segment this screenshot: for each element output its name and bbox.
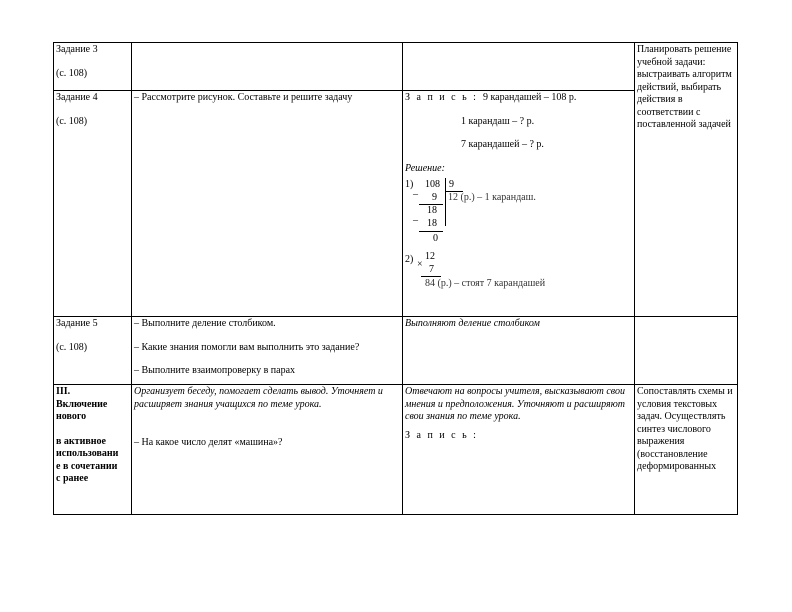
cell-stage-3-uud [635, 385, 738, 515]
task-4-title: Задание 4 [56, 92, 98, 103]
cell-task-4-students [403, 91, 635, 317]
quotient-text: 12 (р.) – 1 карандаш. [448, 192, 536, 203]
stage-line-6: использовани [56, 448, 119, 459]
stage-line-8: с ранее [56, 473, 89, 484]
long-division-calculation [405, 175, 632, 307]
cell-uud-planning [635, 43, 738, 317]
cell-task-5 [54, 317, 132, 385]
teacher-question: – На какое число делят «машина»? [134, 437, 283, 448]
task-3-page: (с. 108) [56, 67, 88, 79]
record-line-1: 9 карандашей – 108 р. [482, 92, 577, 103]
minus-sign-1: – [413, 189, 418, 200]
stage-line-2: Включение [56, 398, 108, 410]
uud-planning-text: Планировать решение учебной задачи: выстраивать алгоритм действий, выбирать действия в соответствии с поставленной задачей [637, 44, 732, 130]
stage-line-3: нового [56, 411, 87, 422]
task-5-student-action: Выполняют деление столбиком [405, 318, 540, 329]
stage-line-1: III. [56, 386, 71, 397]
cell-task-3-teacher [132, 43, 403, 91]
cell-stage-3-teacher [132, 385, 403, 515]
row-task-5 [54, 317, 738, 385]
multiply-sign: × [417, 259, 423, 270]
stage-line-7: е в сочетании [56, 460, 118, 472]
lesson-table [53, 42, 738, 515]
cell-task-4 [54, 91, 132, 317]
remainder-1: 18 [427, 205, 437, 216]
cell-task-5-students [403, 317, 635, 385]
task-4-page: (с. 108) [56, 115, 88, 127]
factor-1: 12 [425, 251, 435, 262]
students-record-label: З а п и с ь : [405, 429, 478, 441]
dividend: 108 [425, 179, 440, 190]
step-1-number: 1) [405, 179, 414, 190]
record-line-2: 1 карандаш – ? р. [461, 115, 535, 127]
division-vertical-line [445, 178, 446, 226]
cell-task-5-uud [635, 317, 738, 385]
cell-stage-3 [54, 385, 132, 515]
task-4-instruction: – Рассмотрите рисунок. Составьте и решите задачу [134, 92, 353, 103]
solution-label: Решение: [405, 162, 445, 174]
stage-spacer [56, 424, 129, 436]
record-line-3: 7 карандашей – ? р. [461, 139, 544, 150]
cell-stage-3-students [403, 385, 635, 515]
product-text: 84 (р.) – стоят 7 карандашей [425, 278, 546, 289]
factor-2: 7 [429, 264, 434, 275]
minus-sign-2: – [413, 215, 418, 226]
task-5-instruction-2: – Какие знания помогли вам выполнить это задание? [134, 341, 360, 353]
cell-task-3 [54, 43, 132, 91]
teacher-activity: Организует беседу, помогает сделать вывод. Уточняет и расширяет знания учащихся по теме урока. [134, 386, 383, 410]
row-task-3 [54, 43, 738, 91]
task-5-title: Задание 5 [56, 318, 98, 329]
stage-line-5: в активное [56, 435, 106, 447]
record-label: З а п и с ь : [405, 92, 478, 103]
cell-task-3-students [403, 43, 635, 91]
subtraction-line-2 [419, 231, 443, 232]
uud-synthesis-text: Сопоставлять схемы и условия текстовых задач. Осуществлять синтез числового выражения (восстановление деформированных [637, 386, 733, 472]
subtrahend-1: 9 [432, 192, 437, 203]
multiplication-line [421, 276, 441, 277]
task-5-page: (с. 108) [56, 341, 88, 353]
cell-task-5-teacher [132, 317, 403, 385]
step-2-number: 2) [405, 254, 414, 265]
task-5-instruction-3: – Выполните взаимопроверку в парах [134, 365, 296, 376]
cell-task-4-teacher [132, 91, 403, 317]
task-3-title: Задание 3 [56, 44, 98, 55]
task-5-instruction-1: – Выполните деление столбиком. [134, 318, 276, 329]
row-stage-3 [54, 385, 738, 515]
remainder-2: 0 [433, 233, 438, 244]
students-activity: Отвечают на вопросы учителя, высказывают свои мнения и предположения. Уточняют и расширяют свои знания по теме урока. [405, 386, 625, 422]
subtrahend-2: 18 [427, 218, 437, 229]
divisor: 9 [449, 179, 454, 190]
